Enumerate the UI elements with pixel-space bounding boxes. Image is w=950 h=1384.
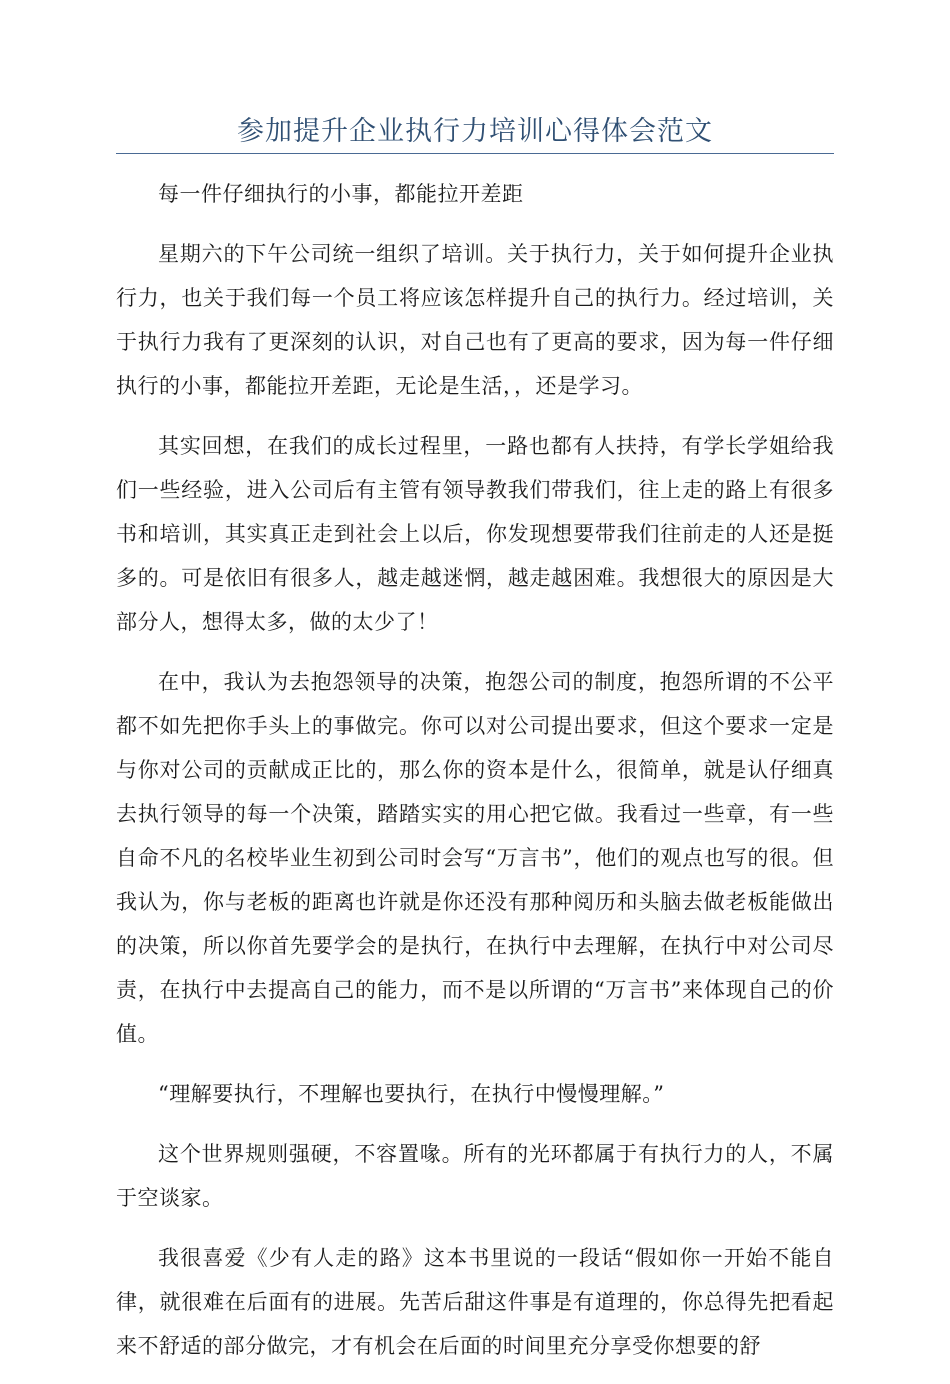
paragraph: “理解要执行，不理解也要执行，在执行中慢慢理解。” <box>158 1082 665 1106</box>
paragraph: 在中，我认为去抱怨领导的决策，抱怨公司的制度，抱怨所谓的不公平都不如先把你手头上的事做完。你可以对公司提出要求，但这个要求一定是与你对公司的贡献成正比的，那么你的资本是什么，很简单，就是认仔细真去执行领导的每一个决策，踏踏实实的用心把它做。我看过一些章，有一些自命不凡的名校毕业生初到公司时会写“万言书”，他们的观点也写的很。但我认为，你与老板的距离也许就是你还没有那种阅历和头脑去做老板能做出的决策，所以你首先要学会的是执行，在执行中去理解，在执行中对公司尽责，在执行中去提高自己的能力，而不是以所谓的“万言书”来体现自己的价值。 <box>116 670 834 1046</box>
paragraph: 每一件仔细执行的小事，都能拉开差距 <box>158 182 524 206</box>
paragraph: 这个世界规则强硬，不容置喙。所有的光环都属于有执行力的人，不属于空谈家。 <box>116 1142 834 1210</box>
title-underline <box>116 153 834 154</box>
paragraph: 其实回想，在我们的成长过程里，一路也都有人扶持，有学长学姐给我们一些经验，进入公司后有主管有领导教我们带我们，往上走的路上有很多书和培训，其实真正走到社会上以后，你发现想要带我们往前走的人还是挺多的。可是依旧有很多人，越走越迷惘，越走越困难。我想很大的原因是大部分人，想得太多，做的太少了！ <box>116 434 834 634</box>
paragraph: 我很喜爱《少有人走的路》这本书里说的一段话“假如你一开始不能自律，就很难在后面有的进展。先苦后甜这件事是有道理的，你总得先把看起来不舒适的部分做完，才有机会在后面的时间里充分享受你想要的舒 <box>116 1246 834 1358</box>
document-body <box>116 172 834 1384</box>
paragraph: 星期六的下午公司统一组织了培训。关于执行力，关于如何提升企业执行力，也关于我们每一个员工将应该怎样提升自己的执行力。经过培训，关于执行力我有了更深刻的认识，对自己也有了更高的要求，因为每一件仔细执行的小事，都能拉开差距，无论是生活，，还是学习。 <box>116 242 834 398</box>
document-title: 参加提升企业执行力培训心得体会范文 <box>237 116 713 147</box>
